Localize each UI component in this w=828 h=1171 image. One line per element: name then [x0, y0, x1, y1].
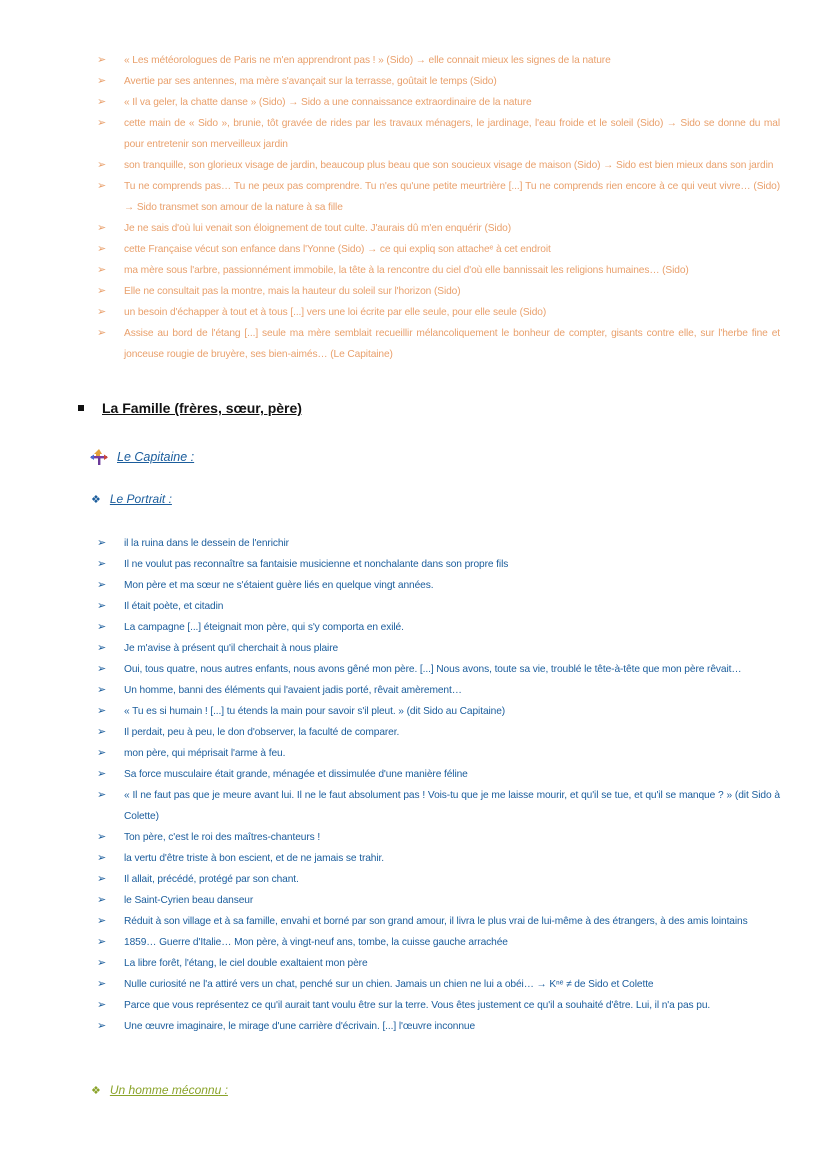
- list-item: [0, 92, 828, 113]
- arrow-bullet-icon: ➢: [97, 75, 107, 87]
- arrow-bullet-icon: ➢: [97, 117, 107, 129]
- arrow-bullet-icon: ➢: [97, 747, 107, 759]
- list-item: [0, 974, 828, 995]
- arrow-bullet-icon: ➢: [97, 264, 107, 276]
- arrow-bullet-icon: ➢: [97, 768, 107, 780]
- list-item: [0, 1016, 828, 1037]
- quote-text: « Il va geler, la chatte danse » (Sido) → Sido a une connaissance extraordinaire de la nature: [124, 97, 532, 108]
- list-item: [0, 869, 828, 890]
- arrow-bullet-icon: ➢: [97, 621, 107, 633]
- quote-text: Réduit à son village et à sa famille, envahi et borné par son grand amour, il livra le plus vrai de lui-même à des étrangers, à des amis lointains: [124, 916, 748, 927]
- quote-text: « Les météorologues de Paris ne m'en apprendront pas ! » (Sido) → elle connait mieux les signes de la nature: [124, 55, 611, 66]
- quote-text: Il ne voulut pas reconnaître sa fantaisie musicienne et nonchalante dans son propre fils: [124, 559, 509, 570]
- arrow-bullet-icon: ➢: [97, 285, 107, 297]
- quote-text: Il allait, précédé, protégé par son chant.: [124, 874, 299, 885]
- list-item: [0, 953, 828, 974]
- arrow-bullet-icon: ➢: [97, 705, 107, 717]
- quote-text: Mon père et ma sœur ne s'étaient guère liés en quelque vingt années.: [124, 580, 434, 591]
- quote-text: son tranquille, son glorieux visage de jardin, beaucoup plus beau que son soucieux visage de maison (Sido) → Sido est bien mieux dans son jardin: [124, 160, 774, 171]
- quote-text: Sa force musculaire était grande, ménagée et dissimulée d'une manière féline: [124, 769, 468, 780]
- quote-text: Je m'avise à présent qu'il cherchait à nous plaire: [124, 643, 339, 654]
- sido-quotes-list: [0, 50, 828, 365]
- arrow-bullet-icon: ➢: [97, 1020, 107, 1032]
- quote-text: Il perdait, peu à peu, le don d'observer, la faculté de comparer.: [124, 727, 400, 738]
- diamond-bullet-icon: ❖: [91, 493, 101, 506]
- list-item: [0, 911, 828, 932]
- portrait-title: Le Portrait :: [109, 492, 172, 506]
- list-item: [0, 596, 828, 617]
- list-item: [0, 260, 828, 281]
- arrow-bullet-icon: ➢: [97, 663, 107, 675]
- arrow-bullet-icon: ➢: [97, 243, 107, 255]
- list-item: [0, 575, 828, 596]
- list-item: [0, 155, 828, 176]
- quote-text: Une œuvre imaginaire, le mirage d'une carrière d'écrivain. [...] l'œuvre inconnue: [124, 1021, 476, 1032]
- quote-text: ma mère sous l'arbre, passionnément immobile, la tête à la rencontre du ciel d'où elle bannissait les religions humaines… (Sido): [124, 265, 689, 276]
- arrow-bullet-icon: ➢: [97, 222, 107, 234]
- quote-text: la vertu d'être triste à bon escient, et de ne jamais se trahir.: [124, 853, 384, 864]
- section-title: La Famille (frères, sœur, père): [102, 400, 302, 416]
- list-item: [0, 785, 828, 827]
- list-item: [0, 827, 828, 848]
- list-item: [0, 764, 828, 785]
- quote-text: Nulle curiosité ne l'a attiré vers un chat, penché sur un chien. Jamais un chien ne lui a obéi… → Kⁿᵉ ≠ de Sido et Colette: [124, 979, 654, 990]
- quote-text: La libre forêt, l'étang, le ciel double exaltaient mon père: [124, 958, 368, 969]
- quote-text: Assise au bord de l'étang [...] seule ma mère semblait recueillir mélancoliquement le bonheur de compter, gisants contre elle, sur l'herbe fine et jonceuse rougie de bruyère, ses bien-aimés… (Le Capitaine): [124, 328, 780, 360]
- subsection-heading: [89, 448, 194, 466]
- section-heading: [78, 400, 302, 416]
- list-item: [0, 71, 828, 92]
- list-item: [0, 722, 828, 743]
- arrow-bullet-icon: ➢: [97, 831, 107, 843]
- arrow-bullet-icon: ➢: [97, 96, 107, 108]
- arrow-bullet-icon: ➢: [97, 894, 107, 906]
- arrow-bullet-icon: ➢: [97, 684, 107, 696]
- arrow-bullet-icon: ➢: [97, 978, 107, 990]
- quote-text: cette main de « Sido », brunie, tôt gravée de rides par les travaux ménagers, le jardinage, l'eau froide et le soleil (Sido) → Sido se donne du mal pour entretenir son merveilleux jardin: [124, 118, 780, 150]
- arrow-bullet-icon: ➢: [97, 915, 107, 927]
- square-bullet-icon: [78, 405, 84, 411]
- list-item: [0, 680, 828, 701]
- arrow-bullet-icon: ➢: [97, 726, 107, 738]
- quote-text: le Saint-Cyrien beau danseur: [124, 895, 254, 906]
- quote-text: « Il ne faut pas que je meure avant lui. Il ne le faut absolument pas ! Vois-tu que je me laisse mourir, et qu'il se tue, et qu'il se manque ? » (dit Sido à Colette): [124, 790, 780, 822]
- quote-text: Il était poète, et citadin: [124, 601, 224, 612]
- arrow-bullet-icon: ➢: [97, 852, 107, 864]
- arrow-bullet-icon: ➢: [97, 957, 107, 969]
- arrow-bullet-icon: ➢: [97, 600, 107, 612]
- list-item: [0, 323, 828, 365]
- list-item: [0, 995, 828, 1016]
- list-item: [0, 302, 828, 323]
- quote-text: il la ruina dans le dessein de l'enrichir: [124, 538, 289, 549]
- arrow-bullet-icon: ➢: [97, 936, 107, 948]
- arrow-bullet-icon: ➢: [97, 54, 107, 66]
- quote-text: Oui, tous quatre, nous autres enfants, nous avons gêné mon père. [...] Nous avons, toute sa vie, troublé le tête-à-tête que mon père rêvait…: [124, 664, 742, 675]
- cross-arrows-icon: [89, 448, 109, 466]
- portrait-quotes-list: [0, 533, 828, 1037]
- list-item: [0, 617, 828, 638]
- quote-text: mon père, qui méprisait l'arme à feu.: [124, 748, 286, 759]
- arrow-bullet-icon: ➢: [97, 789, 107, 801]
- quote-text: Tu ne comprends pas… Tu ne peux pas comprendre. Tu n'es qu'une petite meurtrière [...] Tu ne comprends rien encore à ce qui veut vivre… (Sido) → Sido transmet son amour de la nature à sa fille: [124, 181, 780, 213]
- quote-text: La campagne [...] éteignait mon père, qui s'y comporta en exilé.: [124, 622, 404, 633]
- quote-text: cette Française vécut son enfance dans l'Yonne (Sido) → ce qui expliq son attacheᵉ à cet endroit: [124, 244, 551, 255]
- quote-text: un besoin d'échapper à tout et à tous [...] vers une loi écrite par elle seule, pour elle seule (Sido): [124, 307, 547, 318]
- arrow-bullet-icon: ➢: [97, 873, 107, 885]
- quote-text: Ton père, c'est le roi des maîtres-chanteurs !: [124, 832, 321, 843]
- quote-text: Parce que vous représentez ce qu'il aurait tant voulu être sur la terre. Vous êtes justement ce qu'il a souhaité d'être. Lui, il n'a pas pu.: [124, 1000, 711, 1011]
- list-item: [0, 743, 828, 764]
- list-item: [0, 281, 828, 302]
- list-item: [0, 932, 828, 953]
- list-item: [0, 239, 828, 260]
- list-item: [0, 176, 828, 218]
- arrow-bullet-icon: ➢: [97, 180, 107, 192]
- list-item: [0, 554, 828, 575]
- arrow-bullet-icon: ➢: [97, 306, 107, 318]
- quote-text: Un homme, banni des éléments qui l'avaient jadis porté, rêvait amèrement…: [124, 685, 462, 696]
- arrow-bullet-icon: ➢: [97, 558, 107, 570]
- arrow-bullet-icon: ➢: [97, 159, 107, 171]
- unknown-man-heading: [91, 1083, 228, 1097]
- list-item: [0, 218, 828, 239]
- arrow-bullet-icon: ➢: [97, 642, 107, 654]
- quote-text: Avertie par ses antennes, ma mère s'avançait sur la terrasse, goûtait le temps (Sido): [124, 76, 497, 87]
- quote-text: 1859… Guerre d'Italie… Mon père, à vingt-neuf ans, tombe, la cuisse gauche arrachée: [124, 937, 508, 948]
- quote-text: « Tu es si humain ! [...] tu étends la main pour savoir s'il pleut. » (dit Sido au Capitaine): [124, 706, 506, 717]
- arrow-bullet-icon: ➢: [97, 999, 107, 1011]
- arrow-bullet-icon: ➢: [97, 579, 107, 591]
- list-item: [0, 50, 828, 71]
- subsection-title: Le Capitaine :: [117, 450, 195, 464]
- list-item: [0, 890, 828, 911]
- quote-text: Je ne sais d'où lui venait son éloignement de tout culte. J'aurais dû m'en enquérir (Sido): [124, 223, 512, 234]
- quote-text: Elle ne consultait pas la montre, mais la hauteur du soleil sur l'horizon (Sido): [124, 286, 461, 297]
- list-item: [0, 113, 828, 155]
- unknown-man-title: Un homme méconnu :: [109, 1083, 228, 1097]
- list-item: [0, 701, 828, 722]
- arrow-bullet-icon: ➢: [97, 537, 107, 549]
- diamond-bullet-icon: ❖: [91, 1084, 101, 1097]
- list-item: [0, 533, 828, 554]
- list-item: [0, 638, 828, 659]
- portrait-heading: [91, 492, 172, 506]
- list-item: [0, 659, 828, 680]
- list-item: [0, 848, 828, 869]
- arrow-bullet-icon: ➢: [97, 327, 107, 339]
